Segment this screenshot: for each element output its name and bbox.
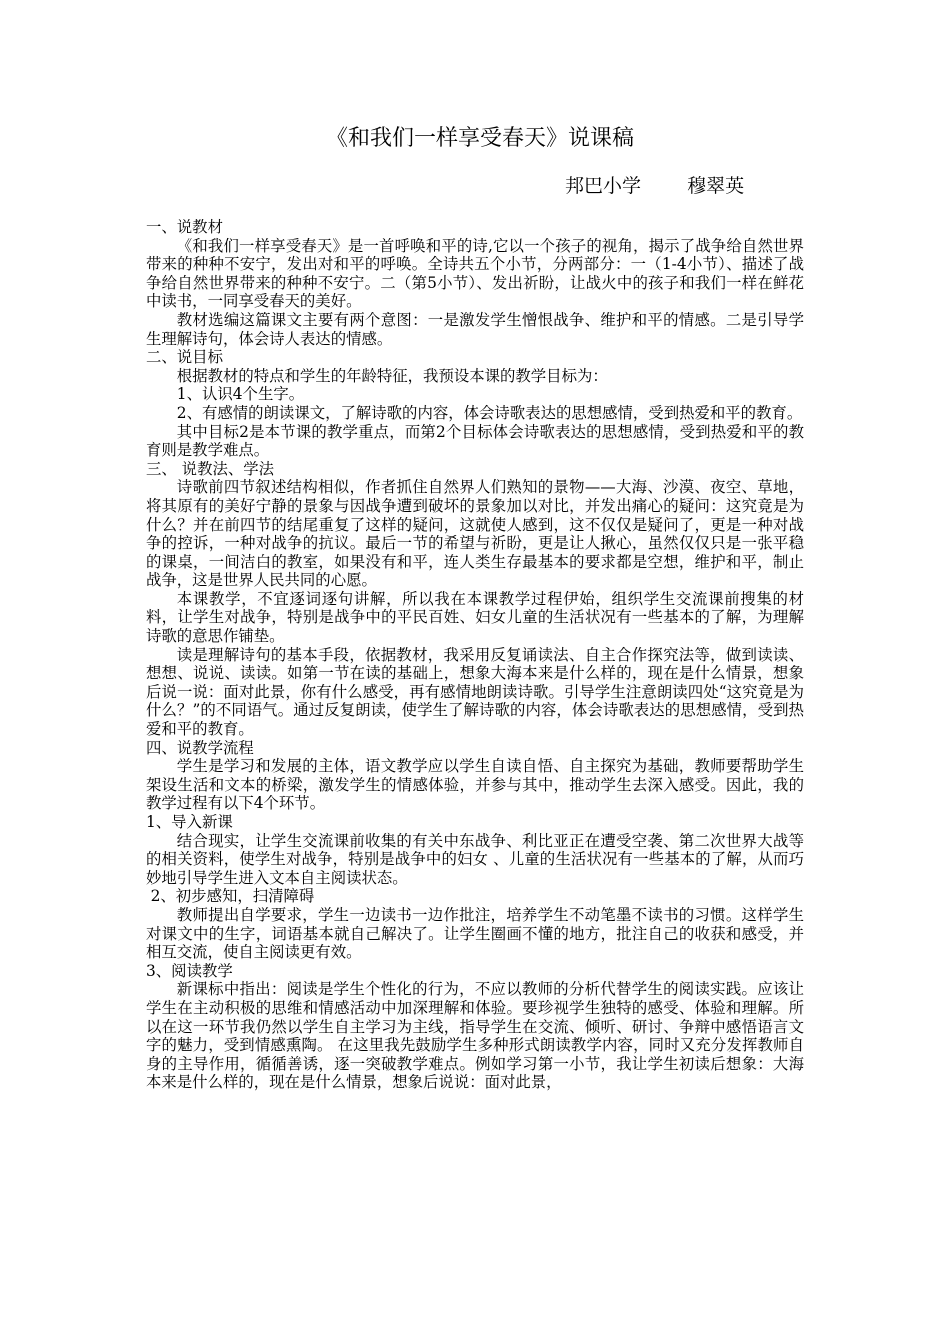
body-paragraph: 教师提出自学要求，学生一边读书一边作批注，培养学生不动笔墨不读书的习惯。这样学生对课文中的生字，词语基本就自己解决了。让学生圈画不懂的地方，批注自己的收获和感受，并相互交流，使自主阅读更有效。 xyxy=(146,905,804,962)
body-paragraph: 诗歌前四节叙述结构相似，作者抓住自然界人们熟知的景物——大海、沙漠、夜空、草地，将其原有的美好宁静的景象与因战争遭到破坏的景象加以对比，并发出痛心的疑问：这究竟是为什么？并在前四节的结尾重复了这样的疑问，这就使人感到，这不仅仅是疑问了，更是一种对战争的控诉，一种对战争的抗议。最后一节的希望与祈盼，更是让人揪心，虽然仅仅只是一张平稳的课桌，一间洁白的教室，如果没有和平，连人类生存最基本的要求都是空想，维护和平，制止战争，这是世界人民共同的心愿。 xyxy=(146,478,804,590)
body-paragraph: 2、有感情的朗读课文，了解诗歌的内容，体会诗歌表达的思想感情，受到热爱和平的教育。 xyxy=(176,403,803,422)
document-title: 《和我们一样享受春天》说课稿 xyxy=(325,126,634,151)
section-heading: 一、说教材 xyxy=(146,218,223,236)
author-line xyxy=(565,172,744,200)
body-paragraph: 学生是学习和发展的主体，语文教学应以学生自读自悟、自主探究为基础，教师要帮助学生架设生活和文本的桥梁，激发学生的情感体验，并参与其中，推动学生去深入感受。因此，我的教学过程有以下4个环节。 xyxy=(146,757,804,813)
body-paragraph: 结合现实，让学生交流课前收集的有关中东战争、利比亚正在遭受空袭、第二次世界大战等的相关资料，使学生对战争，特别是战争中的妇女 、儿童的生活状况有一些基本的了解，从而巧妙地引导学生进入文本自主阅读状态。 xyxy=(146,831,804,887)
body-paragraph: 根据教材的特点和学生的年龄特征，我预设本课的教学目标为： xyxy=(176,366,608,385)
author-name: 穆翠英 xyxy=(687,175,745,197)
section-heading: 四、说教学流程 xyxy=(146,738,254,757)
section-heading: 三、 说教法、学法 xyxy=(146,459,275,478)
body-paragraph: 《和我们一样享受春天》是一首呼唤和平的诗,它以一个孩子的视角，揭示了战争给自然世界带来的种种不安宁，发出对和平的呼唤。全诗共五个小节，分两部分：一（1-4小节）、描述了战争给自然世界带来的种种不安宁。二（第5小节）、发出祈盼，让战火中的孩子和我们一样在鲜花中读书，一同享受春天的美好。 xyxy=(146,236,804,311)
body-paragraph: 教材选编这篇课文主要有两个意图：一是激发学生憎恨战争、维护和平的情感。二是引导学生理解诗句，体会诗人表达的情感。 xyxy=(146,310,804,348)
body-paragraph: 其中目标2是本节课的教学重点，而第2个目标体会诗歌表达的思想感情，受到热爱和平的教育则是教学难点。 xyxy=(146,422,804,460)
body-paragraph: 1、认识4个生字。 xyxy=(176,385,305,404)
body-paragraph: 读是理解诗句的基本手段，依据教材，我采用反复诵读法、自主合作探究法等，做到读读、想想、说说、读读。如第一节在读的基础上，想象大海本来是什么样的，现在是什么情景，想象后说一说：面对此景，你有什么感受，再有感情地朗读诗歌。引导学生注意朗读四处“这究竟是为什么？”的不同语气。通过反复朗读，使学生了解诗歌的内容，体会诗歌表达的思想感情，受到热爱和平的教育。 xyxy=(146,645,804,739)
document-body xyxy=(146,218,804,1092)
section-heading: 3、阅读教学 xyxy=(146,961,233,980)
section-heading: 二、说目标 xyxy=(146,348,223,367)
body-paragraph: 本课教学，不宜逐词逐句讲解，所以我在本课教学过程伊始，组织学生交流课前搜集的材料，让学生对战争，特别是战争中的平民百姓、妇女儿童的生活状况有一些基本的了解，为理解诗歌的意思作铺垫。 xyxy=(146,589,804,646)
section-heading: 1、导入新课 xyxy=(146,813,233,831)
body-paragraph: 新课标中指出：阅读是学生个性化的行为，不应以教师的分析代替学生的阅读实践。应该让学生在主动积极的思维和情感活动中加深理解和体验。要珍视学生独特的感受、体验和理解。所以在这一环节我仍然以学生自主学习为主线，指导学生在交流、倾听、研讨、争辩中感悟语言文字的魅力，受到情感熏陶。 在这里我先鼓励学生多种形式朗读教学内容，同时又充分发挥教师自身的主导作用，循循善诱，逐一突破教学难点。例如学习第一小节，我让学生初读后想象：大海本来是什么样的，现在是什么情景，想象后说说：面对此景， xyxy=(146,980,804,1092)
author-school: 邦巴小学 xyxy=(565,175,642,197)
section-heading: 2、初步感知，扫清障碍 xyxy=(150,887,315,906)
